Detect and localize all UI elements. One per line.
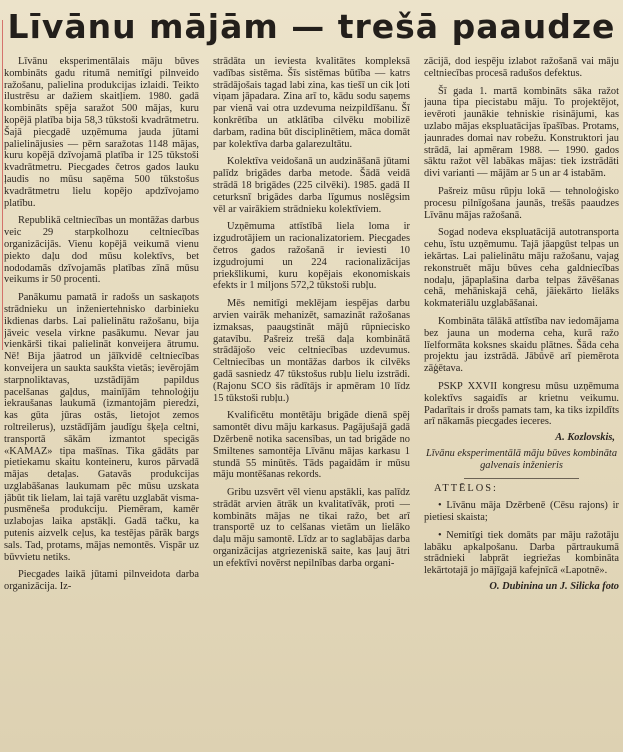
margin-mark [2,20,3,350]
column-3 [424,56,619,746]
paragraph: zācijā, dod iespēju izlabot ražošanā vai māju celtniecības procesā radušos defektus. [424,56,619,79]
paragraph: Uzņēmuma attīstībā liela loma ir izgudrotājiem un racionalizatoriem. Piecgades četros gados ražošanā ir ieviesti 10 izgudrojumi un 224 racionalizācijas priekšlikumi, kuru kopējais ekonomiskais efekts ir 1 miljons 572,2 tūkstoši rubļu. [213,221,410,292]
paragraph: Panākumu pamatā ir radošs un saskaņots strādnieku un inženiertehnisko darbinieku ikdienas darbs. Lai palielinātu ražošanu, bija jāveic vesela virkne pasākumu. Nevar jau vienkārši tikai palielināt konveijera ātrumu. Nē! Bija jāatrod un jāīkvidē celtniecības konveijera un saukta saukšta vietās; ievērojām starpnoliktavas, uzstādījām papildus pacelšanas gaļdus, mainījām tehnoloģiju iekraušanas laukumā (izmantojām pieredzi, kas gūta jūras ostās, lietojot zemos roltreilerus), uzstādījām jaudīgu šķeļa celtni, transportā sākām izmantot specigās «KAMAZ» tipa mašīnas. Tika gādāts par pietiekamu skaitu konteineru, kuros pārvadā mājas detaļas. Gatavās produkcijas uzglabāšanas laukumam pēc mūsu uzskata jābūt tik lielam, lai tajā varētu uzglabāt visma-pusmēneša produkciju. Piemēram, kamēr uzlabojas laika apstākļi. Gadā tačku, ka putenis aizvelk ceļus, ka testējas pārāk bargs sals. Tad, protams, mājas nemontēs. Vispār uz būvvietu netiks. [4,292,199,563]
paragraph: Piecgades laikā jūtami pilnveidota darba organizācija. Iz- [4,569,199,593]
paragraph: Pašreiz mūsu rūpju lokā — tehnoloģisko procesu pilnīgošana jaunās, trešās paaudzes Līvānu mājas ražošanā. [424,185,619,221]
photo-caption: • Nemitīgi tiek domāts par māju ražotāju labāku apkalpošanu. Darba pārtraukumā strādnieki labprāt iegriežas kombināta lekārtotajā jo mājīgajā kafejnīcā «Lapotnē». [424,530,619,577]
divider [464,478,579,479]
paragraph: Šī gada 1. martā kombināts sāka ražot jauna tipa piecistabu māju. To projektējot, ievēroti jaunākie tehniskie risinājumi, kas uzlabo mājas ekspluatācijas īpašības. Protams, jaunrades domai nav robežu. Konstruktori jau strādā, lai apmēram 1988. — 1990. gados sāktu ražot vēl labākas mājas: tiek izstrādāti divi varianti — mājām ar 5 un ar 4 istabām. [424,85,619,180]
paragraph: strādāta un ieviesta kvalitātes kompleksā vadības sistēma. Šīs sistēmas būtība — katrs strādājošais tagad labi zina, kas tiešī un cik ļoti viņam jāpadara. Zina arī to, kādu sodu saņems par vienā vai otra uzdevuma neizpildīšanu. Šī konkrētība un atklātība cilvēku mobilizē darbam, radina būt disciplinētiem, māca domāt par kolektīva darba galarezultātu. [213,56,410,150]
paragraph: Sogad nodeva ekspluatācijā autotransporta cehu, īstu uzņēmumu. Tajā jāapgūst telpas un iekārtas. Lai palielinātu māju ražošanu, vajag rekonstruēt māju būves ceha galdniecības nodaļu, jāpaplašina darba telpas žāvēšanas cehā, mehāniskajā cehā, jāiekārto lielāks kokmateriālu uzglabāšanai. [424,227,619,310]
author-affiliation: Līvānu eksperimentālā māju būves kombināta galvenais inženieris [425,447,618,471]
paragraph: Līvānu eksperimentālais māju būves kombināts gadu ritumā nemitīgi pilnveido ražošanu, palielina produkcijas izlaidi. Teikto ilustrēsu ar dažiem skaitļiem. 1980. gadā kombināts spēja saražot 500 mājas, kuru kopējā platība bija 58,3 tūkstoši kvadrātmetru. Šajā piecgadē uzņēmuma jauda jūtami palielinājusies — pērn saražotas 1148 mājas, kuru kopējā dzīvojamā platība ir 125 tūkstoši kvadrātmetru. Piecgades četros gados lauku ļaudis no mūsu saņēma 500 tūkstošus kvadrātmetru lielu kopējo apdzīvojamo platību. [4,56,199,209]
paragraph: Kolektīva veidošanā un audzināšanā jūtami palīdz brigādes darba metode. Šādā veidā strādā 18 brigādes (225 cilvēki). 1985. gadā II ceturksnī brigādes darba līgumus noslēgsim vēl ar vairākiem strādnieku kolektīviem. [213,156,410,215]
column-1 [4,56,199,746]
photo-caption: • Līvānu māja Dzērbenē (Cēsu rajons) ir pietiesi skaista; [424,500,619,524]
photo-credit: O. Dubinina un J. Silicka foto [489,581,619,593]
paragraph: Gribu uzsvērt vēl vienu apstākli, kas palīdz strādāt arvien ātrāk un kvalitatīvāk, proti — kombināts mājas ne tikai ražo, bet arī transportē uz to celšanas vietām un lielāko daļu māju samontē. Līdz ar to saglabājas darba organizācijas atgriezeniskā saite, kas ļauj ātri un efektīvi novērst nepilnības darba organi- [213,487,410,569]
paragraph: Republikā celtniecības un montāžas darbus veic 29 starpkolhozu celtniecības organizācijās. Vienu kopējā veikumā vienu piekto daļu dod mūsu kolektīvs, bet nododamās dzīvojamās platības zīnā mūsu veikums ir 50 procenti. [4,215,199,286]
paragraph: Kombināta tālākā attīstība nav iedomājama bez jauna un moderna ceha, kurā ražo līelformāta koksnes skaidu plātnes. Šāda ceha projektu jau izstrādā. Jābūvē arī piemērota zāģētava. [424,315,619,375]
author-name: A. Kozlovskis, [555,432,615,444]
headline: Līvānu mājām — trešā paaudze [7,7,616,46]
photo-caption-label: ATTĒLOS: [434,482,498,494]
paragraph: PSKP XXVII kongresu mūsu uzņēmuma kolektīvs sagaidīs ar krietnu veikumu. Padarītais ir drošs pamats tam, ka tiks izpildīts arī nākamās piecgades ieceres. [424,380,619,428]
paragraph: Kvalificētu montētāju brigāde dienā spēj samontēt divu māju karkasus. Pagājušajā gadā Dzērbenē notika sacensības, un tad brigāde no Smiltenes samontēja Līvānu mājas karkasu 1 stundā 55 minūtēs. Tāds pagaidām ir mūsu māju montēšanas rekords. [213,410,410,481]
column-2 [213,56,410,746]
paragraph: Mēs nemitīgi meklējam iespējas darbu arvien vairāk mehanizēt, samazināt ražošanas izmaksas, paaugstināt mājū rūpniecisko gatavību. Pašreiz trešā daļa kombinātā strādājošo veic celtniecības uzdevumus. Celtniecības un montāžas darbos ik cilvēks gadā sasniedz 47 tūkstošus rubļu lielu izstrādi. (Rajonu SCO šis rādītājs ir apmēram 10 līdz 15 tūkstoši rubļu.) [213,298,410,404]
